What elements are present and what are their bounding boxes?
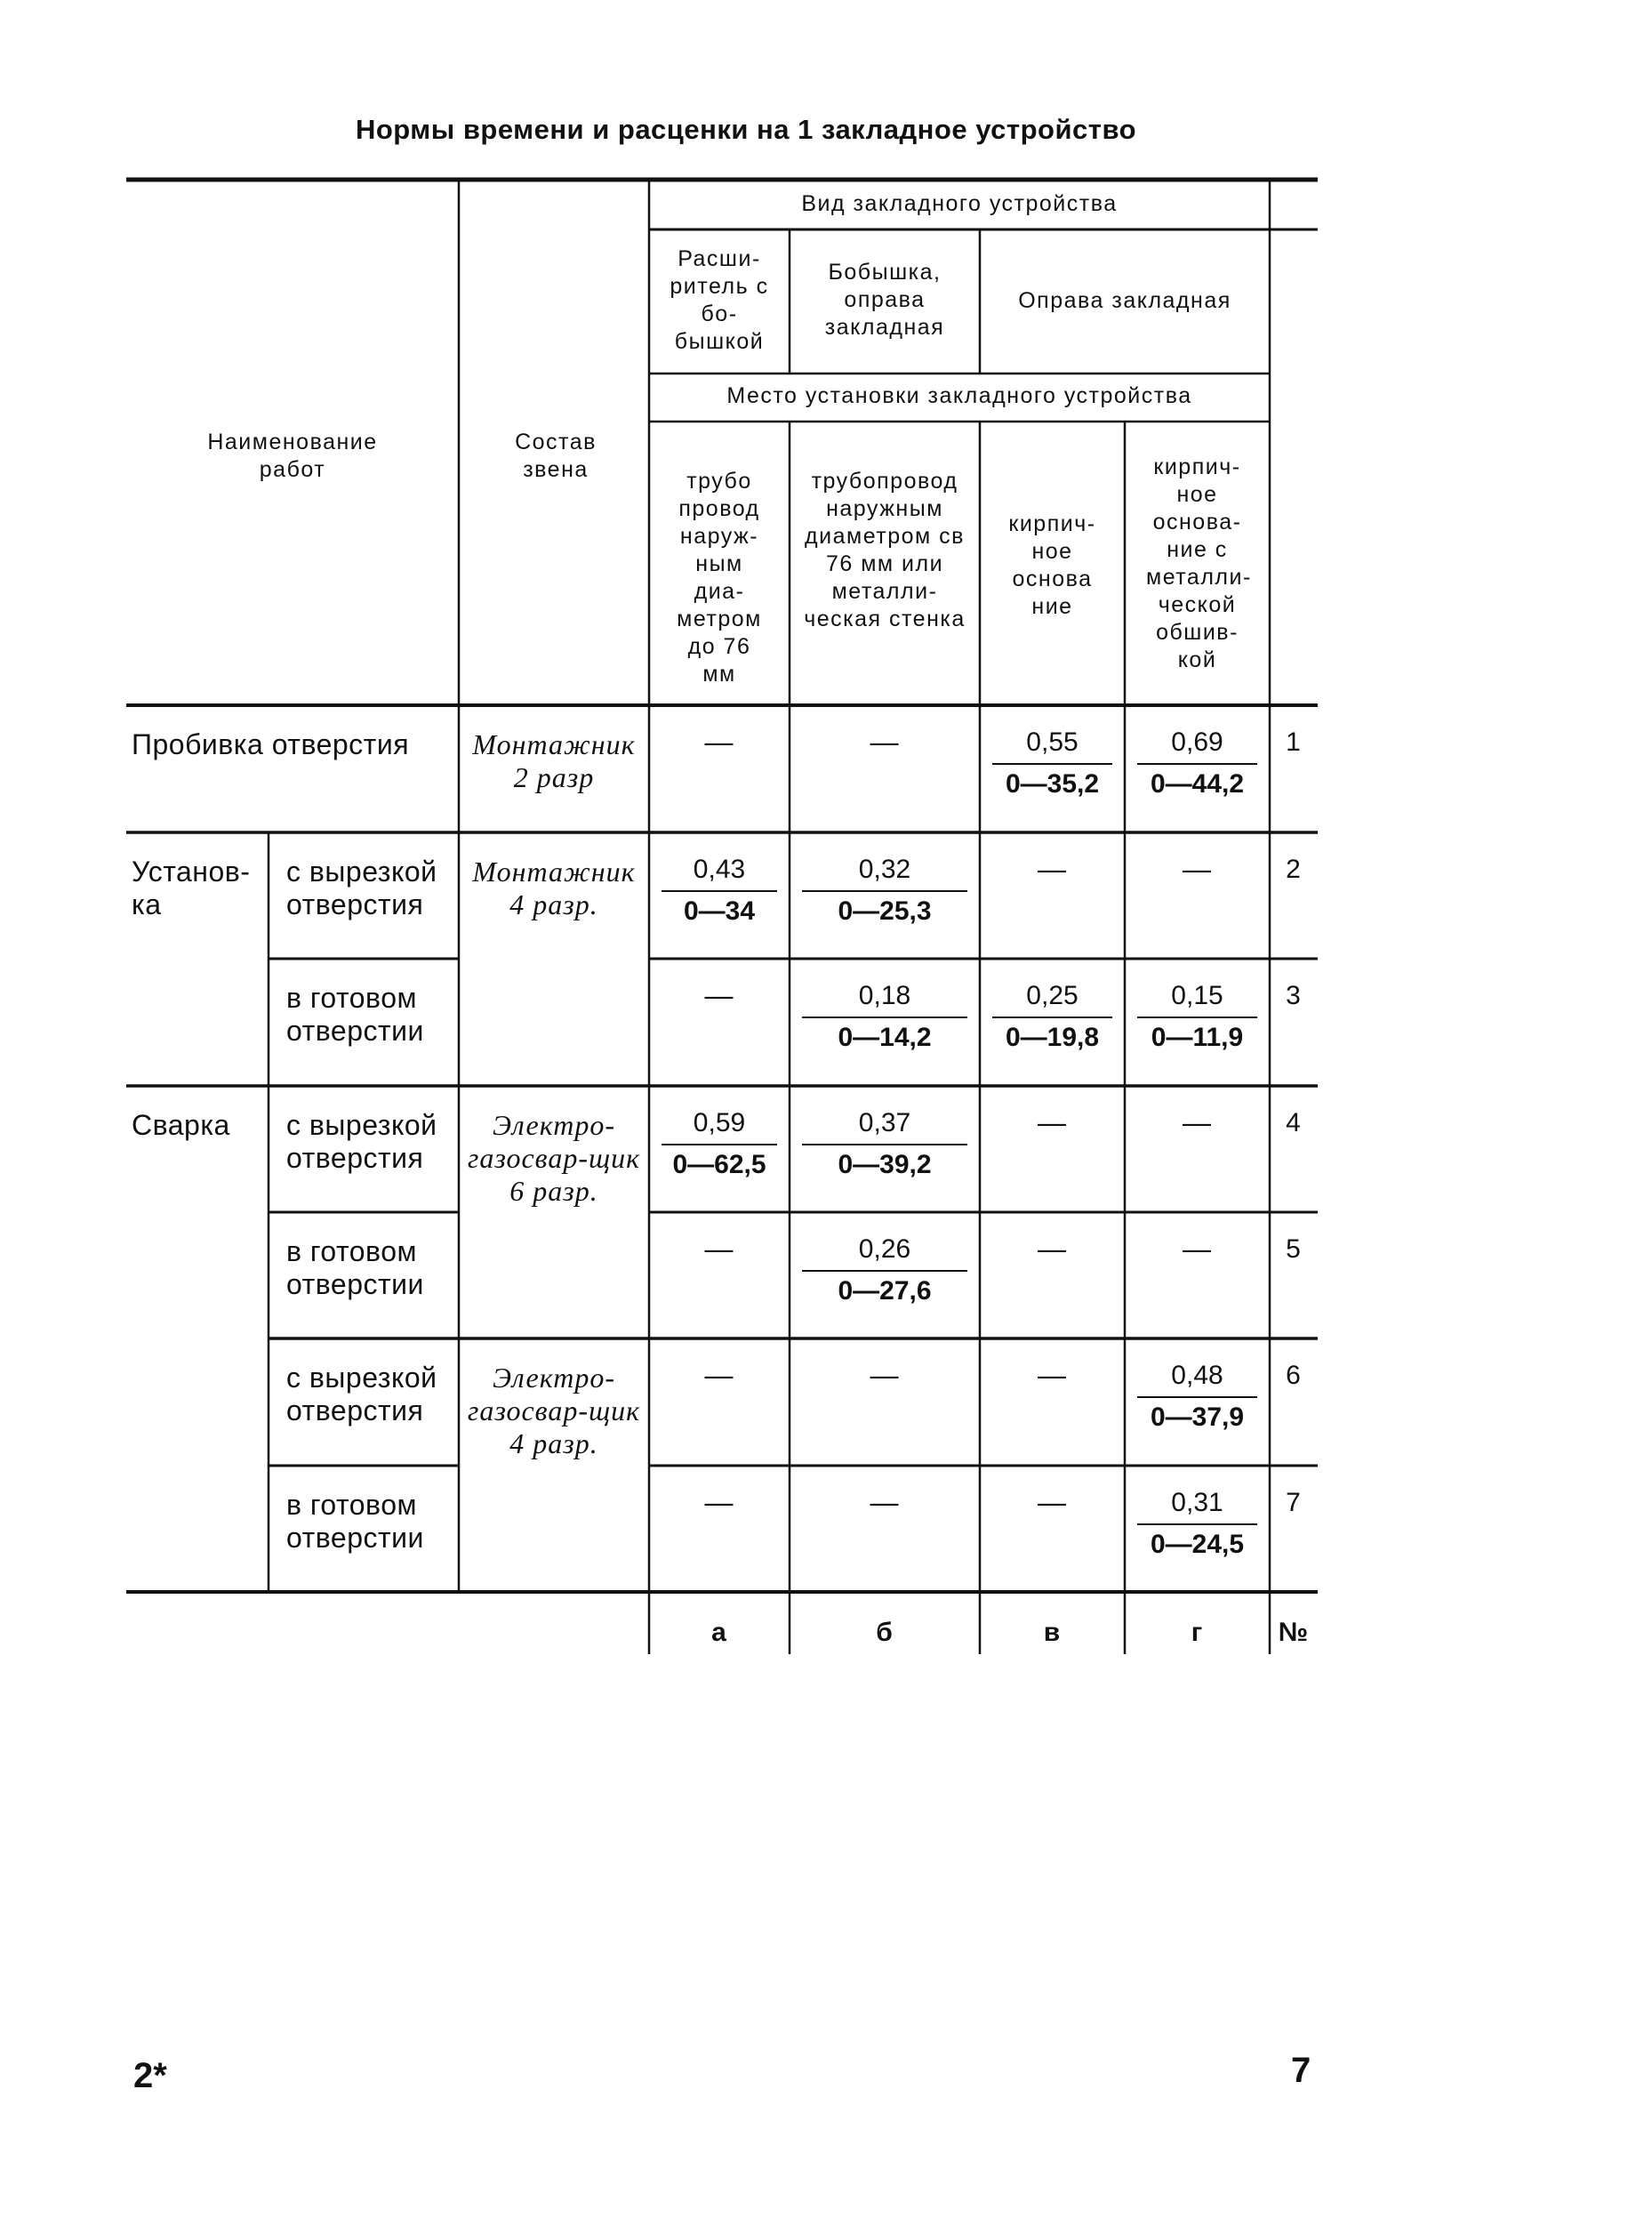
place-3: кирпич-ное основа ние: [1008, 511, 1096, 619]
rate-value: 0—27,6: [838, 1276, 932, 1306]
norm-rate-cell: [798, 1108, 971, 1181]
row-number: 4: [1286, 1108, 1302, 1137]
crew-composition: Электро-газосвар-щик 6 разр.: [467, 1109, 641, 1207]
norm-rate-cell: [658, 1108, 781, 1181]
row-number: 6: [1286, 1361, 1302, 1390]
norm-rate-cell: [989, 727, 1116, 800]
empty-cell-dash: —: [870, 1359, 900, 1391]
work-name: Пробивка отверстия: [132, 728, 410, 760]
empty-cell-dash: —: [1038, 1106, 1067, 1138]
empty-cell-dash: —: [1038, 1233, 1067, 1265]
footer-left-mark: 2*: [133, 2056, 167, 2095]
work-subname: в готовом отверстии: [286, 982, 424, 1047]
work-name: Сварка: [132, 1109, 230, 1141]
empty-cell-dash: —: [1183, 1233, 1212, 1265]
time-norm: 0,43: [662, 855, 777, 892]
work-name: Установ-ка: [132, 856, 251, 920]
time-norm: 0,59: [662, 1108, 777, 1145]
norm-rate-cell: [989, 981, 1116, 1054]
rate-value: 0—44,2: [1150, 769, 1245, 799]
time-norm: 0,31: [1137, 1488, 1257, 1525]
empty-cell-dash: —: [704, 1359, 734, 1391]
rate-value: 0—24,5: [1150, 1530, 1245, 1559]
empty-cell-dash: —: [1038, 1359, 1067, 1391]
header-work-name: Наименование работ: [207, 430, 378, 482]
empty-cell-dash: —: [704, 979, 734, 1011]
number-sign: №: [1278, 1618, 1310, 1647]
time-norm: 0,26: [802, 1234, 967, 1272]
time-norm: 0,25: [992, 981, 1112, 1018]
rate-value: 0—37,9: [1150, 1402, 1245, 1432]
norm-rate-cell: [798, 981, 971, 1054]
norm-rate-cell: [1134, 1488, 1261, 1561]
empty-cell-dash: —: [704, 726, 734, 758]
time-norm: 0,48: [1137, 1361, 1257, 1398]
norm-rate-cell: [1134, 981, 1261, 1054]
time-norm: 0,69: [1137, 727, 1257, 765]
empty-cell-dash: —: [704, 1486, 734, 1518]
empty-cell-dash: —: [1038, 1486, 1067, 1518]
norm-rate-cell: [798, 1234, 971, 1307]
time-norm: 0,18: [802, 981, 967, 1018]
crew-composition: Монтажник 4 разр.: [472, 856, 636, 920]
column-letter-b: б: [876, 1618, 894, 1647]
page-number: 7: [1291, 2051, 1311, 2090]
work-subname: с вырезкой отверстия: [286, 856, 437, 920]
time-norm: 0,15: [1137, 981, 1257, 1018]
device-type-1: Расши-ритель с бо-бышкой: [670, 246, 769, 354]
page-title: Нормы времени и расценки на 1 закладное устройство: [355, 114, 1137, 145]
row-number: 1: [1286, 727, 1302, 757]
place-4: кирпич-ное основа-ние с металли-ческой обшив-кой: [1146, 454, 1252, 672]
header-crew: Состав звена: [515, 430, 597, 482]
column-letter-g: г: [1191, 1618, 1204, 1647]
column-letter-v: в: [1043, 1618, 1062, 1647]
rate-value: 0—62,5: [672, 1150, 766, 1179]
row-number: 2: [1286, 855, 1302, 884]
empty-cell-dash: —: [1038, 853, 1067, 885]
header-device-type: Вид закладного устройства: [801, 191, 1118, 216]
time-norm: 0,32: [802, 855, 967, 892]
norm-rate-cell: [658, 855, 781, 928]
rate-value: 0—25,3: [838, 896, 932, 926]
row-number: 5: [1286, 1234, 1302, 1264]
crew-composition: Электро-газосвар-щик 4 разр.: [467, 1362, 641, 1459]
row-number: 3: [1286, 981, 1302, 1010]
empty-cell-dash: —: [704, 1233, 734, 1265]
time-norm: 0,37: [802, 1108, 967, 1145]
empty-cell-dash: —: [870, 1486, 900, 1518]
rate-value: 0—39,2: [838, 1150, 932, 1179]
row-number: 7: [1286, 1488, 1302, 1517]
work-subname: в готовом отверстии: [286, 1489, 424, 1554]
norm-rate-cell: [1134, 727, 1261, 800]
device-type-3: Оправа закладная: [1018, 288, 1231, 313]
header-install-place: Место установки закладного устройства: [726, 383, 1192, 408]
norm-rate-cell: [1134, 1361, 1261, 1434]
place-1: трубо провод наруж-ным диа-метром до 76 мм: [677, 469, 762, 687]
empty-cell-dash: —: [870, 726, 900, 758]
rate-value: 0—19,8: [1005, 1023, 1100, 1052]
empty-cell-dash: —: [1183, 853, 1212, 885]
time-norm: 0,55: [992, 727, 1112, 765]
column-letter-a: а: [711, 1618, 727, 1647]
norm-rate-cell: [798, 855, 971, 928]
work-subname: в готовом отверстии: [286, 1235, 424, 1300]
work-subname: с вырезкой отверстия: [286, 1362, 437, 1426]
rate-value: 0—34: [683, 896, 756, 926]
device-type-2: Бобышка, оправа закладная: [824, 260, 945, 340]
rate-value: 0—35,2: [1005, 769, 1100, 799]
work-subname: с вырезкой отверстия: [286, 1109, 437, 1174]
rate-value: 0—14,2: [838, 1023, 932, 1052]
place-2: трубопровод наружным диаметром св 76 мм или металли-ческая стенка: [804, 469, 966, 631]
empty-cell-dash: —: [1183, 1106, 1212, 1138]
rate-value: 0—11,9: [1151, 1023, 1244, 1052]
crew-composition: Монтажник 2 разр: [472, 728, 636, 793]
